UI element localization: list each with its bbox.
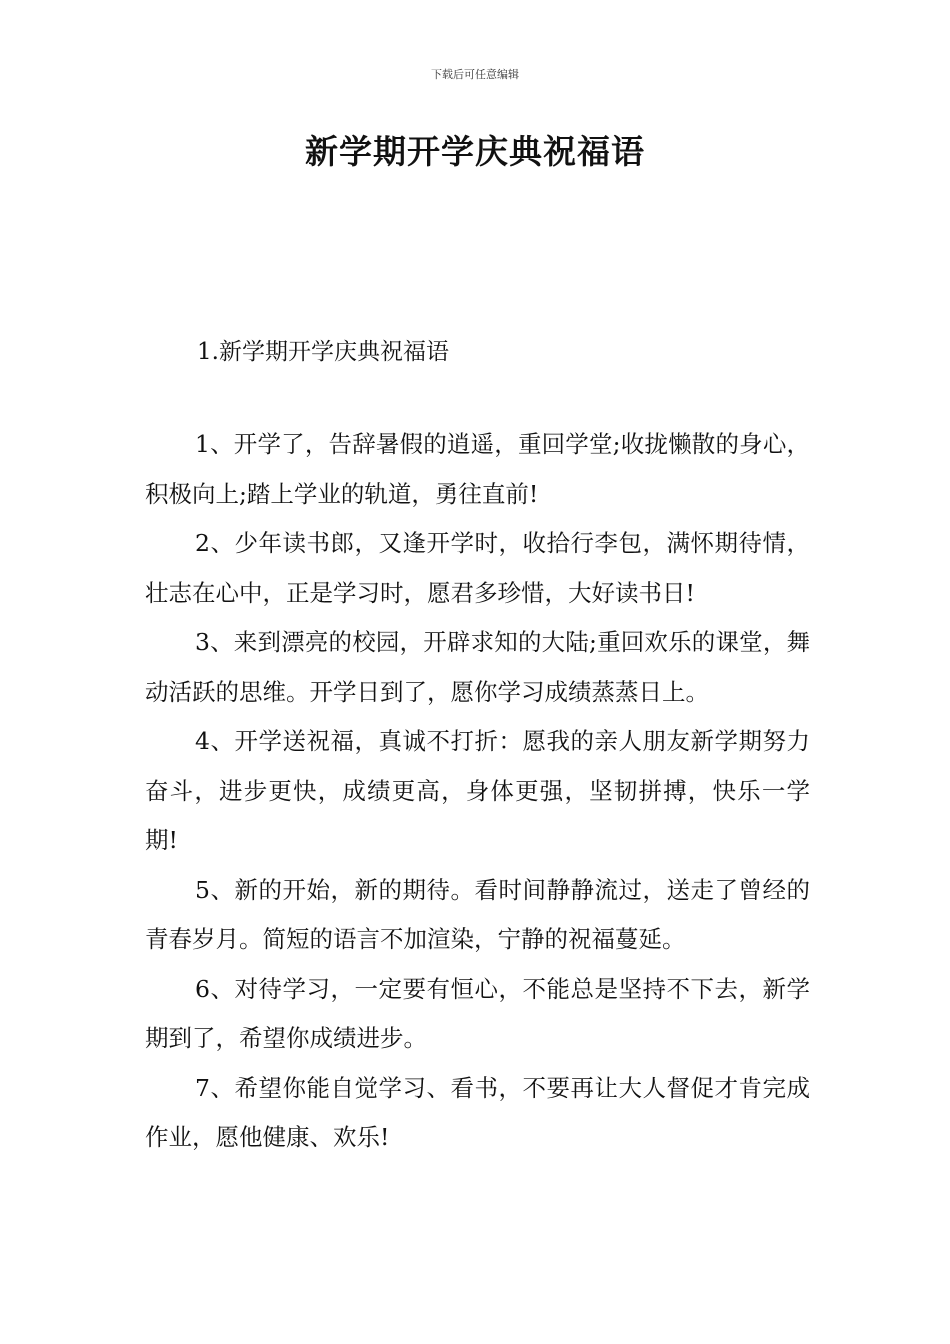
paragraph-2: 2、少年读书郎，又逢开学时，收拾行李包，满怀期待情，壮志在心中，正是学习时，愿君多珍惜，大好读书日!	[145, 529, 810, 607]
paragraph-1: 1、开学了，告辞暑假的逍遥，重回学堂;收拢懒散的身心，积极向上;踏上学业的轨道，勇往直前!	[145, 430, 810, 508]
section-heading: 1.新学期开学庆典祝福语	[197, 339, 449, 365]
paragraph-4: 4、开学送祝福，真诚不打折：愿我的亲人朋友新学期努力奋斗，进步更快，成绩更高，身体更强，坚韧拼搏，快乐一学期!	[145, 727, 810, 854]
paragraph-5: 5、新的开始，新的期待。看时间静静流过，送走了曾经的青春岁月。简短的语言不加渲染，宁静的祝福蔓延。	[145, 875, 810, 953]
header-note: 下载后可任意编辑	[431, 68, 519, 81]
paragraph-6: 6、对待学习，一定要有恒心，不能总是坚持不下去，新学期到了，希望你成绩进步。	[145, 974, 810, 1052]
document-body	[145, 420, 810, 1163]
paragraph-3: 3、来到漂亮的校园，开辟求知的大陆;重回欢乐的课堂，舞动活跃的思维。开学日到了，愿你学习成绩蒸蒸日上。	[145, 628, 810, 706]
document-title: 新学期开学庆典祝福语	[305, 132, 645, 171]
paragraph-7: 7、希望你能自觉学习、看书，不要再让大人督促才肯完成作业，愿他健康、欢乐!	[145, 1073, 810, 1151]
